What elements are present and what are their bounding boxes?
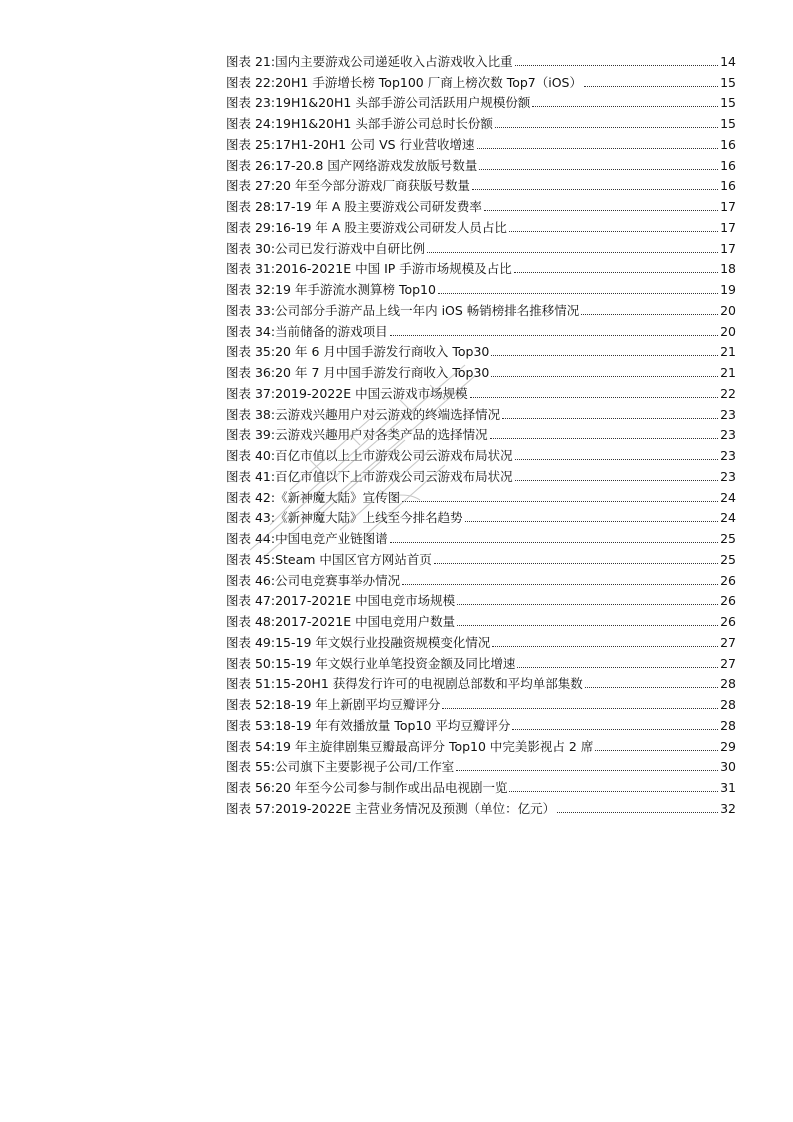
figure-title: 2017-2021E 中国电竞市场规模 [275,593,456,609]
figure-title: 公司旗下主要影视子公司/工作室 [275,759,455,775]
figure-label: 图表 48: [226,614,276,629]
dot-leader [442,708,718,709]
toc-entry[interactable] [226,796,736,817]
figure-title: 18-19 年有效播放量 Top10 平均豆瓣评分 [275,717,511,733]
figure-label: 图表 30: [226,240,276,256]
page-number: 30 [720,759,736,775]
toc-entry[interactable] [226,423,736,444]
toc-entry[interactable] [226,568,736,589]
figure-title: 17H1-20H1 公司 VS 行业营收增速 [275,136,475,152]
figure-label: 图表 31: [226,261,276,277]
page-number: 27 [720,655,736,671]
page-number: 21 [720,344,736,360]
figure-label: 图表 44: [226,531,276,546]
figure-title: 17-20.8 国产网络游戏发放版号数量 [275,157,478,173]
figure-title: 《新神魔大陆》上线至今排名趋势 [275,510,463,526]
dot-leader [402,501,718,502]
page-number: 16 [720,178,736,194]
figure-label: 图表 39: [226,427,276,443]
page-number: 23 [720,427,736,443]
page-number: 15 [720,116,736,131]
figure-label: 图表 33: [226,302,276,318]
dot-leader [517,667,718,668]
dot-leader [491,376,718,377]
figure-label: 图表 38: [226,406,276,422]
dot-leader [390,335,718,336]
dot-leader [581,314,718,315]
dot-leader [484,210,718,211]
page-number: 16 [720,136,736,152]
toc-entry[interactable] [226,485,736,506]
page-number: 27 [720,634,736,650]
toc-entry[interactable] [226,49,736,70]
page-number: 20 [720,323,736,339]
figure-title: 19H1&20H1 头部手游公司活跃用户规模份额 [275,95,531,111]
toc-entry[interactable] [226,651,736,672]
page-number: 15 [720,95,736,111]
figure-label: 图表 37: [226,385,276,401]
toc-entry[interactable] [226,734,736,755]
toc-entry[interactable] [226,506,736,527]
dot-leader [584,86,718,87]
figure-label: 图表 34: [226,323,276,339]
toc-entry[interactable] [226,236,736,257]
figure-label: 图表 26: [226,157,276,173]
figure-title: 19 年手游流水测算榜 Top10 [275,282,436,297]
page-number: 28 [720,676,736,692]
toc-entry[interactable] [226,277,736,298]
toc-entry[interactable] [226,194,736,215]
page-number: 23 [720,448,736,463]
figure-title: 20H1 手游增长榜 Top100 厂商上榜次数 Top7（iOS） [275,74,582,90]
page-number: 17 [720,240,736,256]
page-number: 29 [720,738,736,754]
figure-title: Steam 中国区官方网站首页 [275,551,432,567]
dot-leader [457,625,718,626]
figure-title: 15-19 年文娱行业单笔投资金额及同比增速 [275,655,516,671]
toc-entry[interactable] [226,526,736,547]
figure-title: 18-19 年上新剧平均豆瓣评分 [275,697,441,712]
page-number: 26 [720,614,736,629]
page-number: 22 [720,385,736,401]
figure-title: 2019-2022E 主营业务情况及预测（单位：亿元） [275,800,556,816]
figure-title: 公司部分手游产品上线一年内 iOS 畅销榜排名推移情况 [275,302,580,318]
toc-entry[interactable] [226,257,736,278]
page-number: 21 [720,365,736,380]
page-number: 25 [720,551,736,567]
figure-title: 20 年至今部分游戏厂商获版号数量 [275,178,470,194]
page-number: 16 [720,157,736,173]
toc-entry[interactable] [226,672,736,693]
page-number: 17 [720,219,736,235]
figure-title: 15-20H1 获得发行许可的电视剧总部数和平均单部集数 [275,676,583,692]
page-number: 15 [720,74,736,90]
figure-title: 19 年主旋律剧集豆瓣最高评分 Top10 中完美影视占 2 席 [275,738,594,754]
figure-title: 2016-2021E 中国 IP 手游市场规模及占比 [275,261,512,277]
figure-title: 当前储备的游戏项目 [275,323,388,339]
page-number: 26 [720,593,736,609]
figure-title: 19H1&20H1 头部手游公司总时长份额 [275,116,493,131]
dot-leader [491,355,718,356]
dot-leader [557,812,718,813]
toc-entry[interactable] [226,755,736,776]
figure-title: 20 年 7 月中国手游发行商收入 Top30 [275,365,490,380]
dot-leader [509,231,718,232]
figure-title: 20 年 6 月中国手游发行商收入 Top30 [275,344,490,360]
toc-entry[interactable] [226,547,736,568]
dot-leader [514,272,718,273]
page-number: 24 [720,489,736,505]
table-of-figures [226,49,736,817]
figure-label: 图表 24: [226,116,276,131]
page-number: 23 [720,468,736,484]
dot-leader [502,418,718,419]
figure-title: 17-19 年 A 股主要游戏公司研发费率 [275,199,482,214]
toc-entry[interactable] [226,215,736,236]
toc-entry[interactable] [226,775,736,796]
figure-label: 图表 52: [226,697,276,712]
figure-title: 云游戏兴趣用户对云游戏的终端选择情况 [275,406,501,422]
toc-entry[interactable] [226,298,736,319]
figure-label: 图表 21: [226,53,276,69]
page-number: 19 [720,282,736,297]
dot-leader [457,604,718,605]
dot-leader [515,65,718,66]
dot-leader [509,791,718,792]
figure-label: 图表 35: [226,344,276,360]
figure-title: 公司已发行游戏中自研比例 [275,240,426,256]
toc-entry[interactable] [226,630,736,651]
toc-entry[interactable] [226,589,736,610]
dot-leader [470,397,718,398]
dot-leader [438,293,718,294]
figure-label: 图表 29: [226,219,276,235]
toc-entry[interactable] [226,381,736,402]
figure-label: 图表 46: [226,572,276,588]
figure-label: 图表 22: [226,74,276,90]
figure-label: 图表 56: [226,780,276,795]
dot-leader [492,646,718,647]
figure-label: 图表 54: [226,738,276,754]
page-number: 24 [720,510,736,526]
dot-leader [472,189,718,190]
figure-label: 图表 45: [226,551,276,567]
figure-title: 16-19 年 A 股主要游戏公司研发人员占比 [275,219,507,235]
figure-label: 图表 25: [226,136,276,152]
dot-leader [532,106,718,107]
figure-label: 图表 42: [226,489,276,505]
figure-title: 云游戏兴趣用户对各类产品的选择情况 [275,427,488,443]
dot-leader [515,480,718,481]
dot-leader [390,542,718,543]
figure-label: 图表 55: [226,759,276,775]
figure-title: 国内主要游戏公司递延收入占游戏收入比重 [275,53,513,69]
dot-leader [402,584,718,585]
toc-entry[interactable] [226,174,736,195]
dot-leader [427,252,718,253]
dot-leader [512,729,718,730]
figure-label: 图表 27: [226,178,276,194]
page-number: 28 [720,717,736,733]
figure-label: 图表 28: [226,199,276,214]
figure-title: 《新神魔大陆》宣传图 [275,489,401,505]
figure-title: 2017-2021E 中国电竞用户数量 [275,614,456,629]
figure-label: 图表 49: [226,634,276,650]
dot-leader [479,169,718,170]
page-number: 26 [720,572,736,588]
figure-title: 15-19 年文娱行业投融资规模变化情况 [275,634,491,650]
page-number: 20 [720,302,736,318]
toc-entry[interactable] [226,402,736,423]
figure-label: 图表 57: [226,800,276,816]
toc-entry[interactable] [226,111,736,132]
page-number: 17 [720,199,736,214]
dot-leader [595,750,718,751]
figure-label: 图表 23: [226,95,276,111]
toc-entry[interactable] [226,360,736,381]
toc-entry[interactable] [226,692,736,713]
figure-label: 图表 36: [226,365,276,380]
toc-entry[interactable] [226,609,736,630]
dot-leader [456,770,718,771]
figure-title: 公司电竞赛事举办情况 [275,572,401,588]
toc-entry[interactable] [226,443,736,464]
dot-leader [477,148,719,149]
toc-entry[interactable] [226,153,736,174]
page-number: 31 [720,780,736,795]
figure-label: 图表 43: [226,510,276,526]
figure-title: 20 年至今公司参与制作或出品电视剧一览 [275,780,508,795]
toc-entry[interactable] [226,713,736,734]
dot-leader [585,687,718,688]
figure-label: 图表 50: [226,655,276,671]
figure-label: 图表 41: [226,468,276,484]
figure-title: 百亿市值以上上市游戏公司云游戏布局状况 [275,448,513,463]
page-number: 14 [720,53,736,69]
page-number: 18 [720,261,736,277]
dot-leader [515,459,718,460]
toc-entry[interactable] [226,464,736,485]
toc-entry[interactable] [226,70,736,91]
figure-label: 图表 51: [226,676,276,692]
page-number: 28 [720,697,736,712]
figure-label: 图表 40: [226,448,276,463]
dot-leader [490,438,718,439]
page-number: 25 [720,531,736,546]
dot-leader [495,127,718,128]
page-number: 32 [720,800,736,816]
dot-leader [434,563,718,564]
figure-title: 百亿市值以下上市游戏公司云游戏布局状况 [275,468,513,484]
figure-label: 图表 32: [226,282,276,297]
toc-entry[interactable] [226,132,736,153]
toc-entry[interactable] [226,319,736,340]
figure-title: 2019-2022E 中国云游戏市场规模 [275,385,468,401]
toc-entry[interactable] [226,91,736,112]
figure-label: 图表 47: [226,593,276,609]
page-number: 23 [720,406,736,422]
toc-entry[interactable] [226,340,736,361]
dot-leader [465,521,718,522]
figure-label: 图表 53: [226,717,276,733]
figure-title: 中国电竞产业链图谱 [275,531,388,546]
